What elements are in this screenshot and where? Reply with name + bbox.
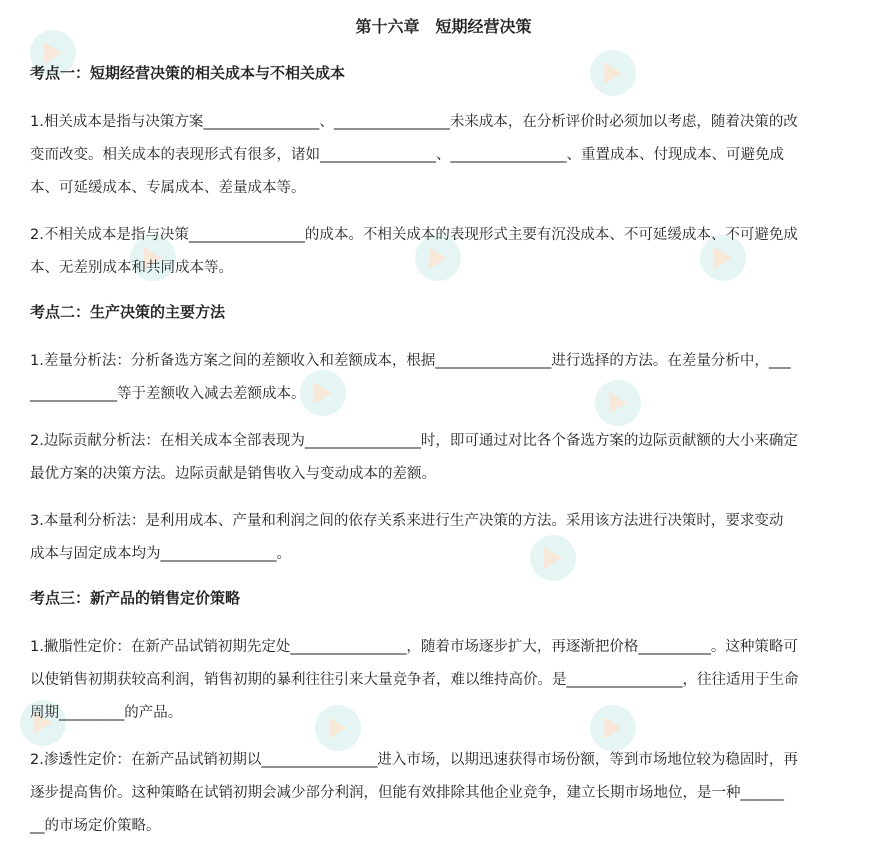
paragraph <box>30 631 870 730</box>
paragraph-line: 2.边际贡献分析法：在相关成本全部表现为________________时，即可通过对比各个备选方案的边际贡献额的大小来确定 <box>30 433 798 449</box>
paragraph-line: 周期_________的产品。 <box>30 705 183 721</box>
paragraph-line: 1.相关成本是指与决策方案________________、________________未来成本，在分析评价时必须加以考虑，随着决策的改 <box>30 114 798 130</box>
paragraph <box>30 106 870 205</box>
paragraph-line: ____________等于差额收入减去差额成本。 <box>30 386 306 402</box>
paragraph <box>30 505 870 571</box>
section <box>30 585 870 843</box>
paragraph-line: 本、无差别成本和共同成本等。 <box>30 260 233 276</box>
section <box>30 60 870 285</box>
paragraph-line: 3.本量利分析法：是利用成本、产量和利润之间的依存关系来进行生产决策的方法。采用该方法进行决策时，要求变动 <box>30 513 784 529</box>
paragraph <box>30 425 870 491</box>
paragraph-line: 1.撇脂性定价：在新产品试销初期先定处________________，随着市场逐步扩大，再逐渐把价格__________。这种策略可 <box>30 639 798 655</box>
section-heading: 考点二：生产决策的主要方法 <box>30 303 226 321</box>
paragraph-line: __的市场定价策略。 <box>30 818 161 834</box>
paragraph-line: 2.渗透性定价：在新产品试销初期以________________进入市场，以期迅速获得市场份额，等到市场地位较为稳固时，再 <box>30 752 798 768</box>
paragraph-line: 2.不相关成本是指与决策________________的成本。不相关成本的表现形式主要有沉没成本、不可延缓成本、不可避免成 <box>30 227 798 243</box>
paragraph <box>30 744 870 843</box>
paragraph-line: 变而改变。相关成本的表现形式有很多，诸如________________、________________、重置成本、付现成本、可避免成 <box>30 147 784 163</box>
section-heading: 考点三：新产品的销售定价策略 <box>30 589 241 607</box>
paragraph-line: 以使销售初期获较高利润，销售初期的暴利往往引来大量竞争者，难以维持高价。是________________，往往适用于生命 <box>30 672 799 688</box>
paragraph-line: 本、可延缓成本、专属成本、差量成本等。 <box>30 180 306 196</box>
page-title: 第十六章 短期经营决策 <box>355 17 532 36</box>
paragraph-line: 最优方案的决策方法。边际贡献是销售收入与变动成本的差额。 <box>30 466 436 482</box>
section <box>30 299 870 571</box>
paragraph <box>30 345 870 411</box>
paragraph-line: 逐步提高售价。这种策略在试销初期会减少部分利润，但能有效排除其他企业竞争，建立长期市场地位，是一种______ <box>30 785 784 801</box>
paragraph <box>30 219 870 285</box>
document-body <box>30 60 870 857</box>
section-heading: 考点一：短期经营决策的相关成本与不相关成本 <box>30 64 346 82</box>
paragraph-line: 成本与固定成本均为________________。 <box>30 546 291 562</box>
paragraph-line: 1.差量分析法：分析备选方案之间的差额收入和差额成本，根据________________进行选择的方法。在差量分析中，___ <box>30 353 791 369</box>
